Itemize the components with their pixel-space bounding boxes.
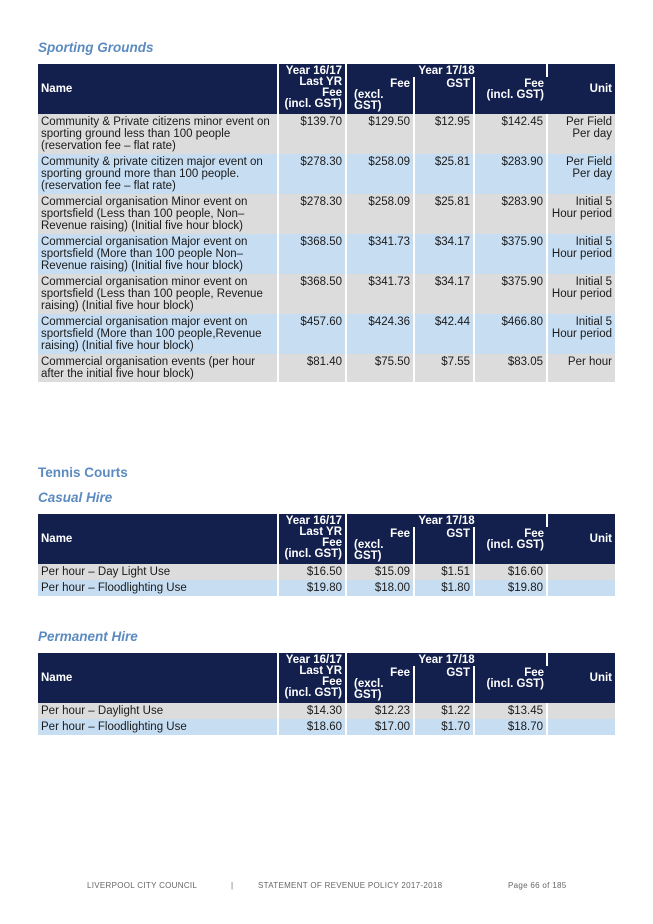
col-header-name: Name xyxy=(38,653,278,703)
cell-name: Commercial organisation minor event on sportsfield (Less than 100 people, Revenue raising) (Initial five hour block) xyxy=(38,274,278,314)
col-header-fee-excl: Fee (excl. GST) xyxy=(346,666,414,703)
cell-fee-excl-gst: $18.00 xyxy=(346,580,414,596)
cell-gst: $1.22 xyxy=(414,703,474,719)
cell-name: Commercial organisation Major event on sportsfield (More than 100 people Non–Revenue raising) (Initial five hour block) xyxy=(38,234,278,274)
cell-gst: $25.81 xyxy=(414,194,474,234)
cell-unit xyxy=(547,703,615,719)
table-row xyxy=(38,234,615,274)
cell-last-yr-fee: $278.30 xyxy=(278,154,346,194)
col-header-unit: Unit xyxy=(547,514,615,564)
cell-fee-incl-gst: $375.90 xyxy=(474,234,547,274)
table-header-row xyxy=(38,64,615,77)
cell-gst: $7.55 xyxy=(414,354,474,382)
cell-last-yr-fee: $139.70 xyxy=(278,114,346,154)
cell-unit: Initial 5 Hour period xyxy=(547,314,615,354)
cell-fee-incl-gst: $466.80 xyxy=(474,314,547,354)
cell-fee-excl-gst: $75.50 xyxy=(346,354,414,382)
section-title-casual-hire: Casual Hire xyxy=(38,490,113,505)
cell-gst: $1.80 xyxy=(414,580,474,596)
col-header-year-last: Year 16/17 xyxy=(285,654,342,666)
cell-last-yr-fee: $19.80 xyxy=(278,580,346,596)
table-row xyxy=(38,114,615,154)
cell-unit: Per hour xyxy=(547,354,615,382)
cell-fee-incl-gst: $283.90 xyxy=(474,154,547,194)
col-header-year-last: Year 16/17 xyxy=(285,65,342,77)
table-row xyxy=(38,580,615,596)
table-row xyxy=(38,564,615,580)
cell-fee-incl-gst: $283.90 xyxy=(474,194,547,234)
fee-table-sporting-grounds xyxy=(38,64,615,382)
cell-fee-incl-gst: $375.90 xyxy=(474,274,547,314)
cell-fee-excl-gst: $341.73 xyxy=(346,274,414,314)
col-header-last-yr-fee-label: Last YR Fee xyxy=(299,526,342,549)
table-row xyxy=(38,194,615,234)
col-header-fee-incl: Fee (incl. GST) xyxy=(474,527,547,564)
col-header-last-yr-fee xyxy=(278,64,346,114)
cell-fee-incl-gst: $13.45 xyxy=(474,703,547,719)
cell-last-yr-fee: $368.50 xyxy=(278,274,346,314)
footer-council: LIVERPOOL CITY COUNCIL xyxy=(87,881,198,890)
cell-last-yr-fee: $81.40 xyxy=(278,354,346,382)
col-header-fee-incl: Fee (incl. GST) xyxy=(474,666,547,703)
cell-unit: Initial 5 Hour period xyxy=(547,274,615,314)
col-header-fee-excl: Fee (excl. GST) xyxy=(346,77,414,114)
cell-last-yr-fee: $368.50 xyxy=(278,234,346,274)
cell-unit: Per Field Per day xyxy=(547,114,615,154)
cell-name: Community & Private citizens minor event on sporting ground less than 100 people (reservation fee – flat rate) xyxy=(38,114,278,154)
table-row xyxy=(38,154,615,194)
cell-name: Per hour – Floodlighting Use xyxy=(38,580,278,596)
table-row xyxy=(38,354,615,382)
col-header-year-current: Year 17/18 xyxy=(346,653,547,666)
section-title-tennis-courts: Tennis Courts xyxy=(38,465,128,480)
cell-fee-excl-gst: $258.09 xyxy=(346,194,414,234)
cell-fee-incl-gst: $19.80 xyxy=(474,580,547,596)
table-header-row xyxy=(38,653,615,666)
cell-gst: $42.44 xyxy=(414,314,474,354)
cell-last-yr-fee: $278.30 xyxy=(278,194,346,234)
col-header-last-yr-fee xyxy=(278,514,346,564)
col-header-incl-gst: (incl. GST) xyxy=(284,548,342,560)
cell-unit xyxy=(547,564,615,580)
table-row xyxy=(38,274,615,314)
cell-last-yr-fee: $457.60 xyxy=(278,314,346,354)
cell-unit xyxy=(547,580,615,596)
section-title-permanent-hire: Permanent Hire xyxy=(38,629,138,644)
cell-name: Commercial organisation major event on sportsfield (More than 100 people,Revenue raising) (Initial five hour block) xyxy=(38,314,278,354)
col-header-incl-gst: (incl. GST) xyxy=(284,687,342,699)
footer-page-number: Page 66 of 185 xyxy=(508,881,567,890)
cell-name: Per hour – Day Light Use xyxy=(38,564,278,580)
cell-gst: $34.17 xyxy=(414,234,474,274)
cell-gst: $25.81 xyxy=(414,154,474,194)
col-header-last-yr-fee-label: Last YR Fee xyxy=(299,76,342,99)
col-header-unit: Unit xyxy=(547,64,615,114)
fee-table-permanent-hire xyxy=(38,653,615,735)
fee-table-casual-hire xyxy=(38,514,615,596)
cell-unit: Initial 5 Hour period xyxy=(547,234,615,274)
cell-fee-excl-gst: $17.00 xyxy=(346,719,414,735)
cell-unit xyxy=(547,719,615,735)
col-header-fee-excl: Fee (excl. GST) xyxy=(346,527,414,564)
col-header-last-yr-fee xyxy=(278,653,346,703)
cell-fee-excl-gst: $15.09 xyxy=(346,564,414,580)
cell-name: Commercial organisation Minor event on sportsfield (Less than 100 people, Non–Revenue raising) (Initial five hour block) xyxy=(38,194,278,234)
cell-fee-incl-gst: $83.05 xyxy=(474,354,547,382)
cell-fee-excl-gst: $258.09 xyxy=(346,154,414,194)
col-header-year-current: Year 17/18 xyxy=(346,64,547,77)
cell-gst: $1.70 xyxy=(414,719,474,735)
col-header-year-last: Year 16/17 xyxy=(285,515,342,527)
cell-last-yr-fee: $18.60 xyxy=(278,719,346,735)
table-row xyxy=(38,719,615,735)
col-header-incl-gst: (incl. GST) xyxy=(284,98,342,110)
cell-fee-excl-gst: $424.36 xyxy=(346,314,414,354)
col-header-name: Name xyxy=(38,514,278,564)
table-row xyxy=(38,703,615,719)
cell-gst: $34.17 xyxy=(414,274,474,314)
cell-fee-incl-gst: $18.70 xyxy=(474,719,547,735)
cell-name: Per hour – Floodlighting Use xyxy=(38,719,278,735)
table-header-row xyxy=(38,514,615,527)
cell-last-yr-fee: $14.30 xyxy=(278,703,346,719)
table-row xyxy=(38,314,615,354)
col-header-last-yr-fee-label: Last YR Fee xyxy=(299,665,342,688)
section-title-sporting-grounds: Sporting Grounds xyxy=(38,40,154,55)
cell-name: Community & private citizen major event on sporting ground more than 100 people. (reservation fee – flat rate) xyxy=(38,154,278,194)
cell-unit: Per Field Per day xyxy=(547,154,615,194)
cell-fee-incl-gst: $142.45 xyxy=(474,114,547,154)
col-header-gst: GST xyxy=(414,666,474,703)
col-header-unit: Unit xyxy=(547,653,615,703)
cell-fee-incl-gst: $16.60 xyxy=(474,564,547,580)
footer-separator: | xyxy=(231,881,234,890)
cell-fee-excl-gst: $129.50 xyxy=(346,114,414,154)
cell-name: Per hour – Daylight Use xyxy=(38,703,278,719)
col-header-gst: GST xyxy=(414,527,474,564)
cell-gst: $12.95 xyxy=(414,114,474,154)
col-header-year-current: Year 17/18 xyxy=(346,514,547,527)
cell-fee-excl-gst: $12.23 xyxy=(346,703,414,719)
cell-unit: Initial 5 Hour period xyxy=(547,194,615,234)
cell-last-yr-fee: $16.50 xyxy=(278,564,346,580)
cell-name: Commercial organisation events (per hour after the initial five hour block) xyxy=(38,354,278,382)
footer-document: STATEMENT OF REVENUE POLICY 2017-2018 xyxy=(258,881,443,890)
cell-gst: $1.51 xyxy=(414,564,474,580)
col-header-gst: GST xyxy=(414,77,474,114)
cell-fee-excl-gst: $341.73 xyxy=(346,234,414,274)
col-header-name: Name xyxy=(38,64,278,114)
col-header-fee-incl: Fee (incl. GST) xyxy=(474,77,547,114)
